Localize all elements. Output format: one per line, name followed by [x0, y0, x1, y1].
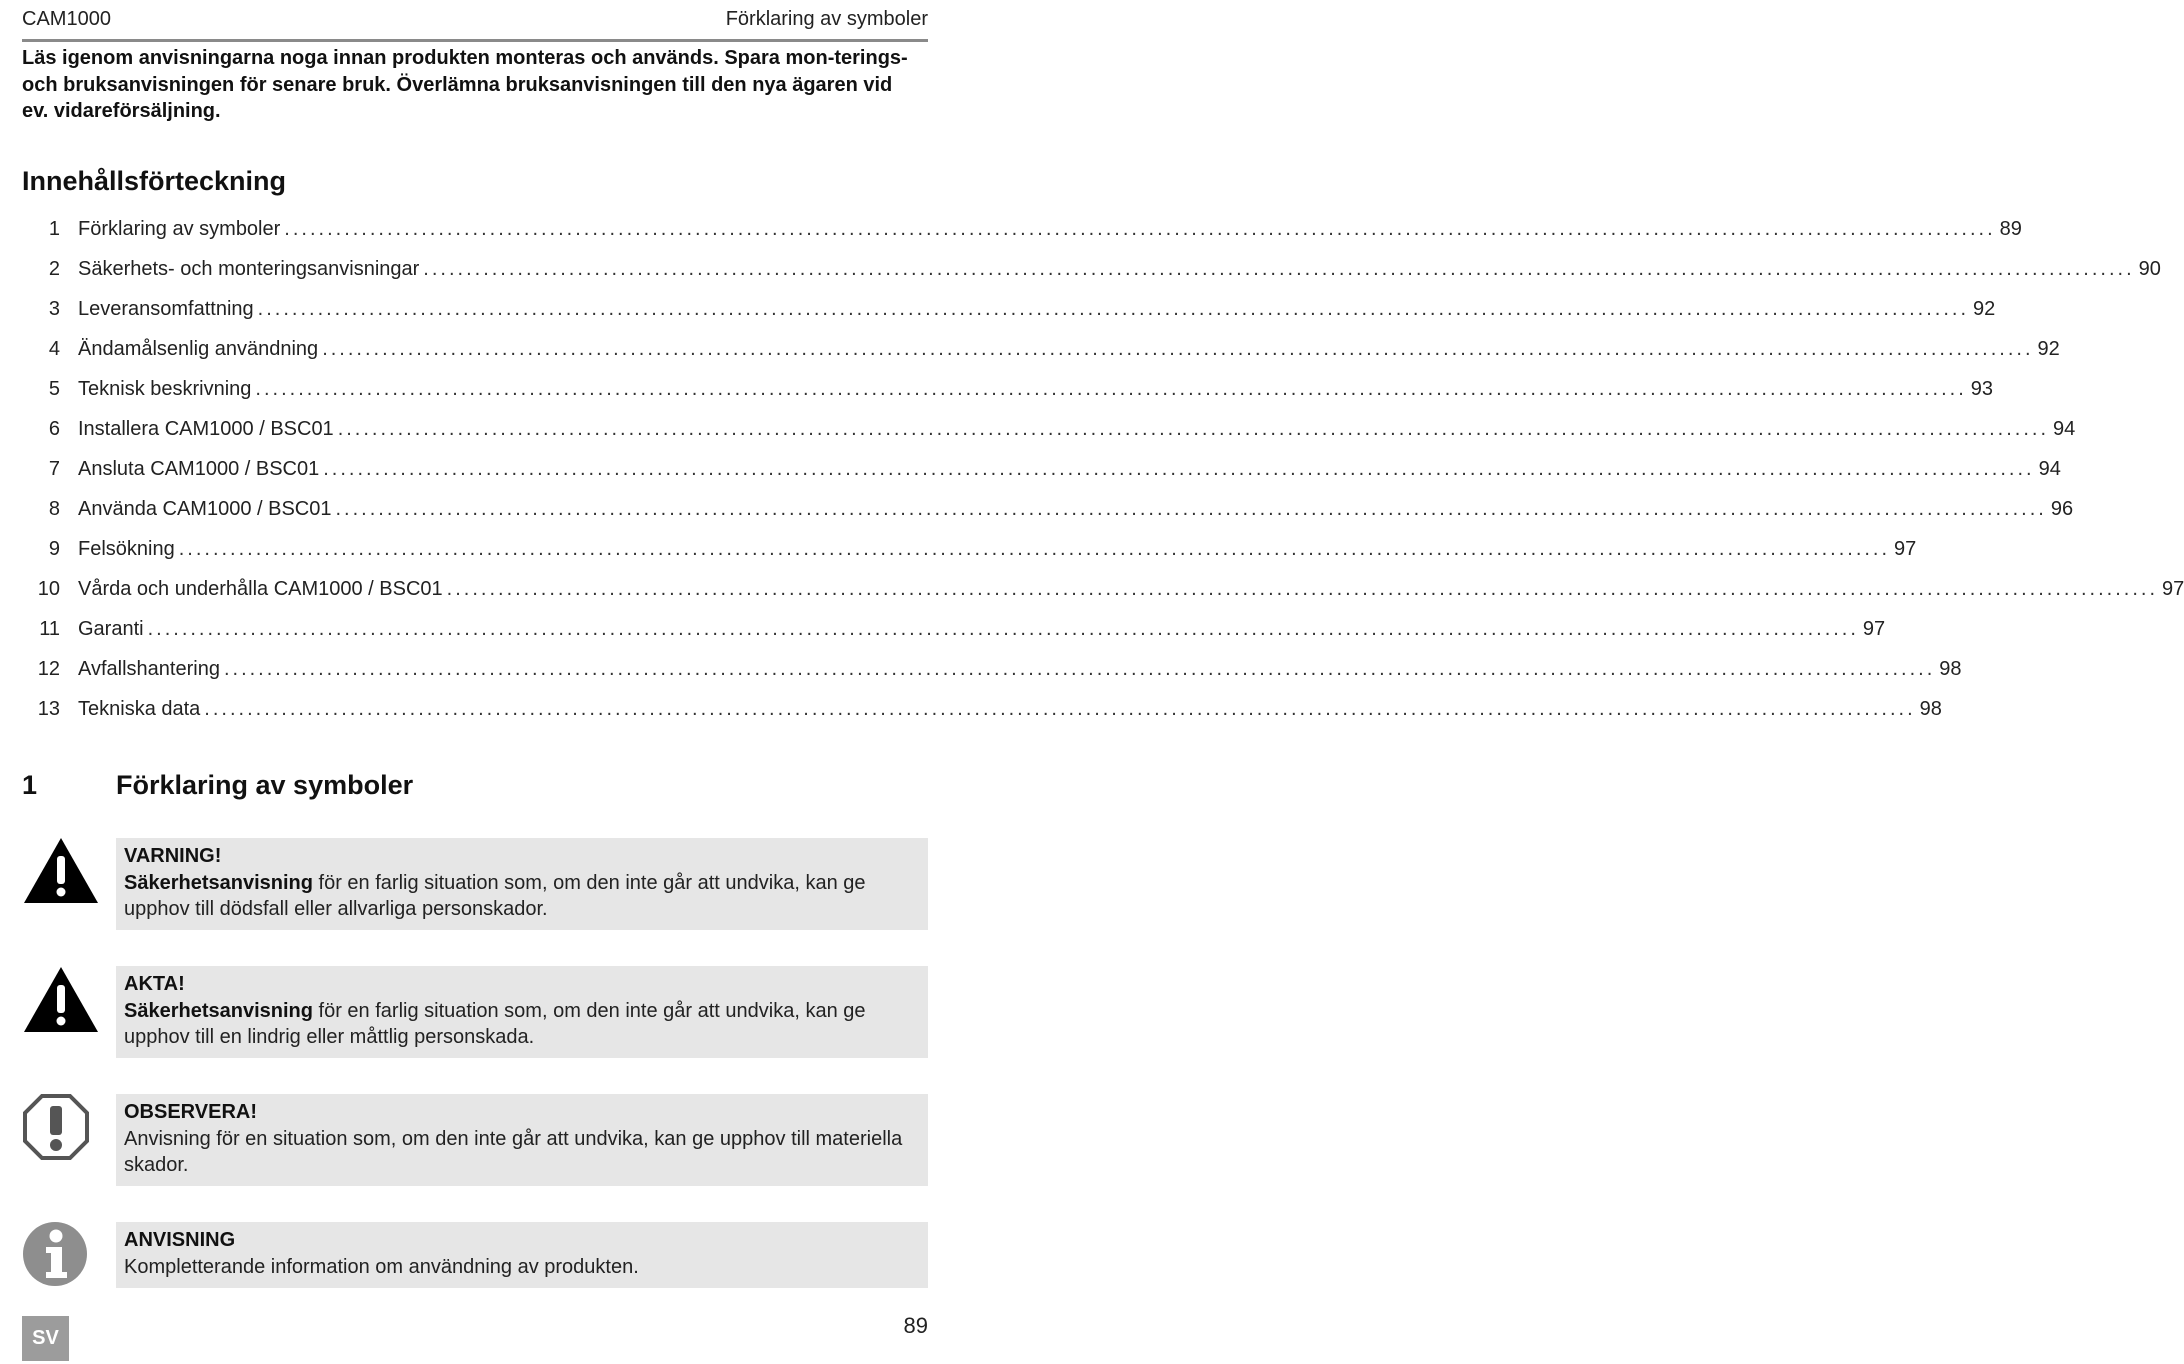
- toc-entry-number: 13: [37, 698, 60, 720]
- warning-triangle-icon: [22, 836, 100, 906]
- toc-entry-number: 5: [48, 378, 60, 400]
- section-title: Förklaring av symboler: [116, 770, 414, 800]
- toc-entry-number: 6: [48, 418, 60, 440]
- toc-entry-number: 3: [48, 298, 60, 320]
- toc-entry-number: 2: [48, 258, 60, 280]
- toc-entry-page: 98: [1919, 698, 1942, 720]
- toc-entry-title: Teknisk beskrivning: [78, 378, 252, 400]
- toc-entry[interactable]: [22, 498, 2074, 538]
- toc-entry-number: 4: [48, 338, 60, 360]
- toc-entry[interactable]: [22, 658, 1962, 698]
- toc-entry-title: Felsökning: [78, 538, 175, 560]
- toc-entry-number: 12: [37, 658, 60, 680]
- toc-entry-page: 92: [2037, 338, 2060, 360]
- octagon-exclamation-icon: [22, 1093, 90, 1161]
- caution-lead: Säkerhetsanvisning: [124, 999, 313, 1022]
- warning-title: VARNING!: [124, 845, 222, 867]
- header-product-name: CAM1000: [22, 8, 111, 30]
- toc-dot-leader: ........................................................................................................................................................................................................: [322, 338, 2034, 360]
- toc-dot-leader: ........................................................................................................................................................................................................: [147, 618, 1859, 640]
- anvisning-text: Kompletterande information om användning av produkten.: [124, 1255, 639, 1278]
- toc-entry[interactable]: [22, 298, 1996, 338]
- toc-entry[interactable]: [22, 578, 2184, 618]
- header-divider: [22, 39, 928, 42]
- toc-entry-title: Säkerhets- och monteringsanvisningar: [78, 258, 420, 280]
- toc-title: Innehållsförteckning: [22, 166, 287, 196]
- toc-entry-title: Installera CAM1000 / BSC01: [78, 418, 334, 440]
- table-of-contents: [22, 218, 2184, 738]
- toc-entry-number: 8: [48, 498, 60, 520]
- toc-entry-page: 94: [2038, 458, 2061, 480]
- toc-dot-leader: ........................................................................................................................................................................................................: [223, 658, 1936, 680]
- toc-entry-page: 93: [1970, 378, 1993, 400]
- toc-entry-page: 96: [2050, 498, 2074, 520]
- toc-entry-page: 89: [1999, 218, 2022, 240]
- language-badge: SV: [22, 1316, 69, 1361]
- toc-dot-leader: ........................................................................................................................................................................................................: [178, 538, 1891, 560]
- toc-entry-number: 9: [48, 538, 60, 560]
- intro-paragraph: Läs igenom anvisningarna noga innan produkten monteras och används. Spara mon-terings- och bruksanvisningen för senare bruk. Överlämna bruksanvisningen till den nya ägaren vid ev. vidareförsäljning.: [22, 47, 908, 122]
- header-section-name: Förklaring av symboler: [725, 8, 928, 30]
- toc-entry-page: 90: [2138, 258, 2161, 280]
- toc-entry-number: 1: [48, 218, 60, 240]
- toc-dot-leader: ........................................................................................................................................................................................................: [423, 258, 2135, 280]
- toc-dot-leader: ........................................................................................................................................................................................................: [337, 418, 2050, 440]
- toc-dot-leader: ........................................................................................................................................................................................................: [335, 498, 2047, 520]
- warning-notice: [116, 838, 928, 930]
- toc-entry-title: Avfallshantering: [78, 658, 220, 680]
- anvisning-notice: [116, 1222, 928, 1288]
- toc-dot-leader: ........................................................................................................................................................................................................: [255, 378, 1967, 400]
- info-circle-icon: [22, 1221, 88, 1287]
- toc-dot-leader: ........................................................................................................................................................................................................: [204, 698, 1916, 720]
- toc-entry-number: 11: [39, 618, 60, 640]
- toc-entry-title: Förklaring av symboler: [78, 218, 281, 240]
- observera-notice: [116, 1094, 928, 1186]
- caution-notice: [116, 966, 928, 1058]
- toc-entry-title: Ansluta CAM1000 / BSC01: [78, 458, 320, 480]
- toc-entry-page: 94: [2053, 418, 2076, 440]
- toc-entry-title: Ändamålsenlig användning: [78, 338, 319, 360]
- toc-entry[interactable]: [22, 458, 2061, 498]
- toc-entry[interactable]: [22, 258, 2161, 298]
- toc-dot-leader: ........................................................................................................................................................................................................: [284, 218, 1996, 240]
- toc-entry[interactable]: [22, 698, 1942, 738]
- toc-dot-leader: ........................................................................................................................................................................................................: [446, 578, 2158, 600]
- toc-entry-page: 92: [1973, 298, 1996, 320]
- warning-text: för en farlig situation som, om den inte går att undvika, kan ge upphov till dödsfall eller allvarliga personskador.: [124, 871, 866, 920]
- observera-text: Anvisning för en situation som, om den inte går att undvika, kan ge upphov till materiella skador.: [124, 1127, 903, 1176]
- toc-entry-title: Tekniska data: [78, 698, 201, 720]
- caution-triangle-icon: [22, 965, 100, 1035]
- section-heading: [22, 770, 413, 801]
- toc-entry-title: Vårda och underhålla CAM1000 / BSC01: [78, 578, 443, 600]
- toc-dot-leader: ........................................................................................................................................................................................................: [257, 298, 1969, 320]
- section-number: 1: [22, 770, 38, 800]
- toc-entry[interactable]: [22, 378, 1993, 418]
- toc-entry[interactable]: [22, 418, 2076, 458]
- page-number: 89: [903, 1313, 928, 1338]
- toc-entry-number: 10: [37, 578, 60, 600]
- toc-entry-page: 97: [2162, 578, 2184, 600]
- toc-entry-number: 7: [48, 458, 60, 480]
- caution-text: för en farlig situation som, om den inte går att undvika, kan ge upphov till en lindrig eller måttlig personskada.: [124, 999, 866, 1048]
- warning-lead: Säkerhetsanvisning: [124, 871, 313, 894]
- toc-entry-title: Garanti: [78, 618, 144, 640]
- toc-entry-page: 97: [1894, 538, 1917, 560]
- running-header: [22, 8, 928, 38]
- anvisning-title: ANVISNING: [124, 1229, 236, 1251]
- toc-entry-page: 97: [1862, 618, 1886, 640]
- caution-title: AKTA!: [124, 973, 185, 995]
- toc-entry-title: Använda CAM1000 / BSC01: [78, 498, 332, 520]
- toc-dot-leader: ........................................................................................................................................................................................................: [323, 458, 2035, 480]
- warning-body: [124, 870, 920, 923]
- toc-entry[interactable]: [22, 538, 1917, 578]
- toc-entry-page: 98: [1939, 658, 1962, 680]
- toc-entry[interactable]: [22, 218, 2022, 258]
- toc-entry[interactable]: [22, 338, 2060, 378]
- toc-entry[interactable]: [22, 618, 1886, 658]
- observera-title: OBSERVERA!: [124, 1101, 257, 1123]
- caution-body: [124, 998, 920, 1051]
- toc-entry-title: Leveransomfattning: [78, 298, 254, 320]
